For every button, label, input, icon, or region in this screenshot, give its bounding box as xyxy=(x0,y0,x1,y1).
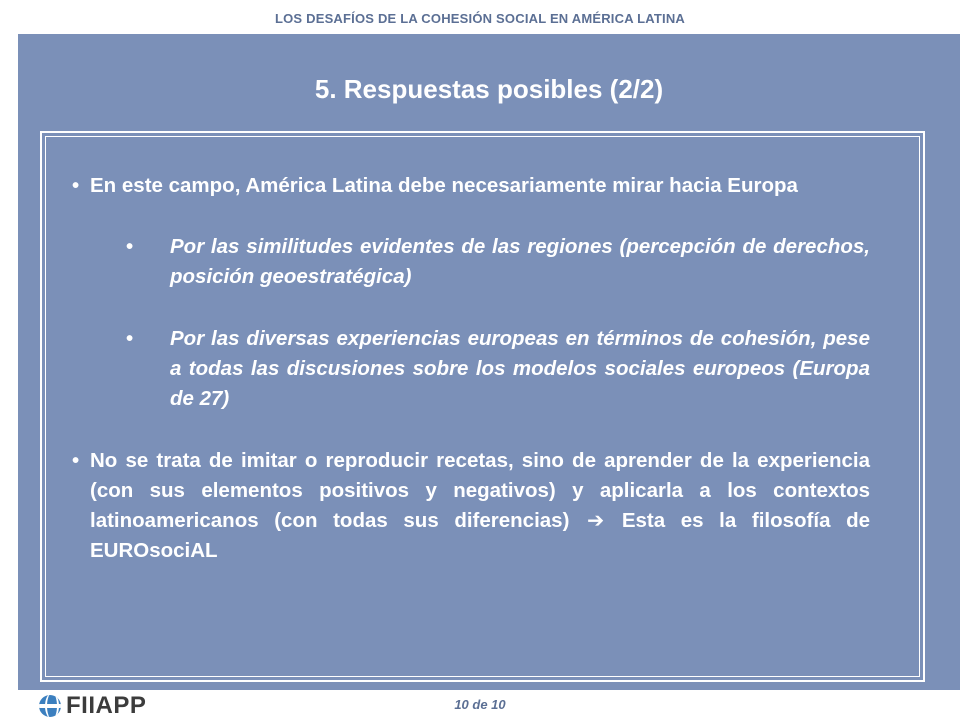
bullet-icon: • xyxy=(72,174,80,197)
bullet-text xyxy=(90,446,870,566)
bullet-icon: • xyxy=(72,449,80,472)
slide-content xyxy=(72,171,870,566)
sub-bullet-text: Por las diversas experiencias europeas en términos de cohesión, pese a todas las discusiones sobre los modelos sociales europeos (Europa de 27) xyxy=(170,327,870,410)
bullet-item xyxy=(72,171,870,201)
sub-bullet-item xyxy=(72,324,870,414)
page-number: 10 de 10 xyxy=(454,697,506,712)
bullet-icon: • xyxy=(126,235,134,258)
bullet-text: En este campo, América Latina debe necesariamente mirar hacia Europa xyxy=(90,174,798,197)
slide-panel xyxy=(18,34,960,690)
sub-bullet-text: Por las similitudes evidentes de las regiones (percepción de derechos, posición geoestratégica) xyxy=(170,235,870,288)
slide-title: 5. Respuestas posibles (2/2) xyxy=(314,74,664,104)
arrow-right-icon: ➔ xyxy=(587,509,605,532)
bullet-item xyxy=(72,446,870,566)
bullet-text-conclusion: Esta es la filosofía de EUROsociAL xyxy=(90,509,870,562)
header-bar xyxy=(0,0,960,34)
presentation-title: LOS DESAFÍOS DE LA COHESIÓN SOCIAL EN AMÉRICA LATINA xyxy=(274,11,686,26)
logo-text: FIIAPP xyxy=(66,692,147,719)
sub-bullet-item xyxy=(72,232,870,292)
bullet-text-main: No se trata de imitar o reproducir recetas, sino de aprender de la experiencia (con sus elementos positivos y negativos) y aplicarla a los contextos latinoamericanos (con todas sus diferencias) xyxy=(90,449,870,532)
bullet-icon: • xyxy=(126,327,134,350)
